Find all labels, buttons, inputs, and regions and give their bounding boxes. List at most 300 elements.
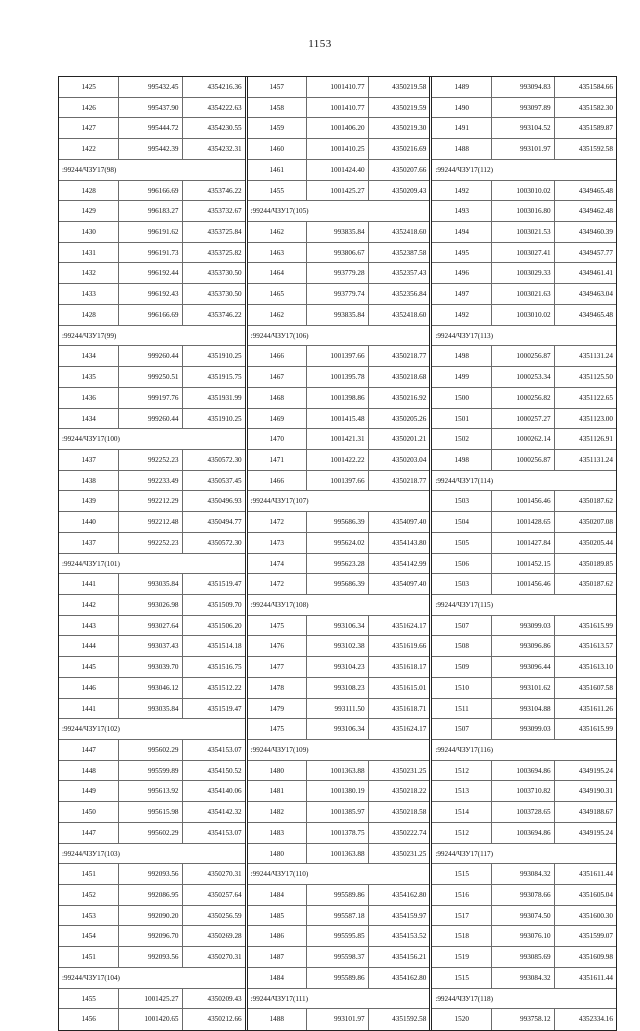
y-coordinate-cell: 4354142.99 — [368, 554, 430, 574]
table-row — [432, 305, 616, 326]
x-coordinate-cell: 992233.49 — [118, 471, 181, 491]
x-coordinate-cell: 1001456.46 — [491, 574, 553, 594]
y-coordinate-cell: 4350219.59 — [368, 98, 430, 118]
y-coordinate-cell: 4351589.87 — [554, 118, 616, 138]
y-coordinate-cell: 4351910.25 — [182, 346, 245, 366]
coordinates-table — [58, 76, 617, 1031]
y-coordinate-cell: 4351910.25 — [182, 409, 245, 429]
point-number-cell: 1438 — [81, 476, 96, 485]
table-row — [59, 699, 245, 720]
point-number-cell: 1504 — [454, 518, 469, 527]
y-coordinate-cell: 4352387.58 — [368, 243, 430, 263]
x-coordinate-cell: 993758.12 — [491, 1009, 553, 1030]
table-row — [59, 471, 245, 492]
x-coordinate-cell: 1001420.65 — [118, 1009, 181, 1030]
table-row — [248, 968, 430, 989]
x-coordinate-cell: 993026.98 — [118, 595, 181, 615]
x-coordinate-cell: 993104.23 — [306, 657, 368, 677]
table-row — [432, 906, 616, 927]
point-number-cell: 1493 — [454, 207, 469, 216]
x-coordinate-cell: 995598.37 — [306, 947, 368, 967]
section-header-row — [432, 844, 616, 865]
point-number-cell: 1433 — [81, 290, 96, 299]
point-number-cell: 1449 — [81, 787, 96, 796]
y-coordinate-cell: 4351592.58 — [554, 139, 616, 159]
y-coordinate-cell: 4350256.59 — [182, 906, 245, 926]
point-number-cell: 1507 — [454, 621, 469, 630]
y-coordinate-cell: 4351613.10 — [554, 657, 616, 677]
x-coordinate-cell: 995432.45 — [118, 77, 181, 97]
point-number-cell: 1466 — [269, 352, 284, 361]
point-number-cell: 1502 — [454, 435, 469, 444]
table-row — [432, 263, 616, 284]
y-coordinate-cell: 4354142.32 — [182, 802, 245, 822]
x-coordinate-cell: 993104.52 — [491, 118, 553, 138]
x-coordinate-cell: 993101.97 — [306, 1009, 368, 1030]
table-row — [248, 512, 430, 533]
section-header-row — [248, 201, 430, 222]
x-coordinate-cell: 995624.02 — [306, 533, 368, 553]
x-coordinate-cell: 993099.03 — [491, 719, 553, 739]
table-row — [248, 947, 430, 968]
x-coordinate-cell: 1001398.86 — [306, 388, 368, 408]
table-row — [59, 740, 245, 761]
point-number-cell: 1515 — [454, 870, 469, 879]
y-coordinate-cell: 4351512.22 — [182, 678, 245, 698]
table-row — [59, 139, 245, 160]
table-row — [248, 533, 430, 554]
table-row — [59, 906, 245, 927]
table-row — [432, 77, 616, 98]
point-number-cell: 1447 — [81, 828, 96, 837]
y-coordinate-cell: 4349465.48 — [554, 305, 616, 325]
x-coordinate-cell: 1003694.86 — [491, 761, 553, 781]
point-number-cell: 1489 — [454, 83, 469, 91]
x-coordinate-cell: 993104.88 — [491, 699, 553, 719]
table-row — [59, 802, 245, 823]
y-coordinate-cell: 4351607.58 — [554, 678, 616, 698]
point-number-cell: 1439 — [81, 497, 96, 506]
x-coordinate-cell: 1003694.86 — [491, 823, 553, 843]
point-number-cell: 1486 — [269, 932, 284, 941]
x-coordinate-cell: 999250.51 — [118, 367, 181, 387]
y-coordinate-cell: 4354150.52 — [182, 761, 245, 781]
point-number-cell: 1442 — [81, 600, 96, 609]
section-header-row — [59, 326, 245, 347]
x-coordinate-cell: 1003021.63 — [491, 284, 553, 304]
table-row — [248, 409, 430, 430]
x-coordinate-cell: 1003010.02 — [491, 305, 553, 325]
x-coordinate-cell: 1001428.65 — [491, 512, 553, 532]
table-row — [432, 678, 616, 699]
point-number-cell: 1448 — [81, 766, 96, 775]
point-number-cell: 1472 — [269, 580, 284, 589]
y-coordinate-cell: 4350572.30 — [182, 533, 245, 553]
point-number-cell: 1512 — [454, 766, 469, 775]
x-coordinate-cell: 993101.97 — [491, 139, 553, 159]
point-number-cell: 1446 — [81, 683, 96, 692]
point-number-cell: 1475 — [269, 725, 284, 734]
point-number-cell: 1484 — [269, 973, 284, 982]
x-coordinate-cell: 993035.84 — [118, 574, 181, 594]
table-row — [248, 367, 430, 388]
parcel-label: :99244/ЧЗУ17(103) — [62, 849, 120, 858]
x-coordinate-cell: 1001395.78 — [306, 367, 368, 387]
point-number-cell: 1456 — [81, 1015, 96, 1024]
x-coordinate-cell: 993074.50 — [491, 906, 553, 926]
point-number-cell: 1436 — [81, 393, 96, 402]
y-coordinate-cell: 4350216.69 — [368, 139, 430, 159]
table-row — [432, 885, 616, 906]
point-number-cell: 1437 — [81, 538, 96, 547]
parcel-label: :99244/ЧЗУ17(100) — [62, 435, 120, 444]
table-row — [248, 823, 430, 844]
x-coordinate-cell: 995599.89 — [118, 761, 181, 781]
point-number-cell: 1478 — [269, 683, 284, 692]
table-row — [59, 864, 245, 885]
y-coordinate-cell: 4349457.77 — [554, 243, 616, 263]
x-coordinate-cell: 1000256.87 — [491, 346, 553, 366]
x-coordinate-cell: 993099.03 — [491, 616, 553, 636]
y-coordinate-cell: 4354230.55 — [182, 118, 245, 138]
point-number-cell: 1435 — [81, 373, 96, 382]
point-number-cell: 1472 — [269, 518, 284, 527]
parcel-label: :99244/ЧЗУ17(113) — [435, 331, 493, 340]
section-header-row — [59, 554, 245, 575]
point-number-cell: 1452 — [81, 891, 96, 900]
point-number-cell: 1434 — [81, 414, 96, 423]
table-row — [59, 636, 245, 657]
y-coordinate-cell: 4354153.07 — [182, 740, 245, 760]
y-coordinate-cell: 4354140.06 — [182, 781, 245, 801]
x-coordinate-cell: 993101.62 — [491, 678, 553, 698]
x-coordinate-cell: 995615.98 — [118, 802, 181, 822]
point-number-cell: 1483 — [269, 828, 284, 837]
x-coordinate-cell: 992252.23 — [118, 533, 181, 553]
table-row — [59, 118, 245, 139]
y-coordinate-cell: 4350201.21 — [368, 429, 430, 449]
y-coordinate-cell: 4351605.04 — [554, 885, 616, 905]
x-coordinate-cell: 996191.73 — [118, 243, 181, 263]
point-number-cell: 1455 — [81, 994, 96, 1003]
point-number-cell: 1451 — [81, 953, 96, 962]
point-number-cell: 1473 — [269, 538, 284, 547]
x-coordinate-cell: 1001425.27 — [118, 989, 181, 1009]
point-number-cell: 1444 — [81, 642, 96, 651]
point-number-cell: 1518 — [454, 932, 469, 941]
table-row — [248, 802, 430, 823]
table-row — [59, 305, 245, 326]
table-row — [432, 429, 616, 450]
point-number-cell: 1505 — [454, 538, 469, 547]
y-coordinate-cell: 4351624.17 — [368, 616, 430, 636]
point-number-cell: 1460 — [269, 145, 284, 154]
x-coordinate-cell: 993094.83 — [491, 77, 553, 97]
table-row — [248, 118, 430, 139]
x-coordinate-cell: 992093.56 — [118, 864, 181, 884]
table-row — [248, 263, 430, 284]
x-coordinate-cell: 992252.23 — [118, 450, 181, 470]
x-coordinate-cell: 993835.84 — [306, 305, 368, 325]
point-number-cell: 1451 — [81, 870, 96, 879]
table-row — [432, 823, 616, 844]
point-number-cell: 1464 — [269, 269, 284, 278]
parcel-label: :99244/ЧЗУ17(102) — [62, 725, 120, 734]
table-row — [432, 512, 616, 533]
x-coordinate-cell: 995602.29 — [118, 740, 181, 760]
parcel-label: :99244/ЧЗУ17(109) — [250, 746, 309, 754]
table-row — [432, 139, 616, 160]
table-row — [432, 657, 616, 678]
table-row — [59, 98, 245, 119]
table-row — [248, 844, 430, 865]
table-row — [248, 906, 430, 927]
x-coordinate-cell: 1003029.33 — [491, 263, 553, 283]
y-coordinate-cell: 4350218.68 — [368, 367, 430, 387]
point-number-cell: 1496 — [454, 269, 469, 278]
y-coordinate-cell: 4351122.65 — [554, 388, 616, 408]
x-coordinate-cell: 1001406.20 — [306, 118, 368, 138]
table-row — [432, 781, 616, 802]
y-coordinate-cell: 4352334.16 — [554, 1009, 616, 1030]
table-row — [432, 201, 616, 222]
x-coordinate-cell: 993084.32 — [491, 864, 553, 884]
y-coordinate-cell: 4350218.77 — [368, 471, 430, 491]
table-row — [59, 409, 245, 430]
point-number-cell: 1515 — [454, 973, 469, 982]
y-coordinate-cell: 4350189.85 — [554, 554, 616, 574]
parcel-label: :99244/ЧЗУ17(110) — [250, 870, 309, 879]
point-number-cell: 1492 — [454, 310, 469, 319]
table-row — [59, 885, 245, 906]
y-coordinate-cell: 4351516.75 — [182, 657, 245, 677]
table-row — [432, 181, 616, 202]
y-coordinate-cell: 4350218.58 — [368, 802, 430, 822]
y-coordinate-cell: 4354216.36 — [182, 77, 245, 97]
x-coordinate-cell: 993097.89 — [491, 98, 553, 118]
section-header-row — [59, 160, 245, 181]
point-number-cell: 1488 — [269, 1015, 284, 1024]
point-number-cell: 1454 — [81, 932, 96, 941]
y-coordinate-cell: 4351131.24 — [554, 346, 616, 366]
x-coordinate-cell: 999260.44 — [118, 346, 181, 366]
point-number-cell: 1520 — [454, 1015, 469, 1024]
y-coordinate-cell: 4351619.66 — [368, 636, 430, 656]
parcel-label: :99244/ЧЗУ17(112) — [435, 165, 493, 174]
x-coordinate-cell: 992086.95 — [118, 885, 181, 905]
section-header-row — [248, 740, 430, 761]
table-row — [432, 968, 616, 989]
table-row — [59, 243, 245, 264]
table-row — [432, 926, 616, 947]
x-coordinate-cell: 1001380.19 — [306, 781, 368, 801]
point-number-cell: 1507 — [454, 725, 469, 734]
y-coordinate-cell: 4350207.66 — [368, 160, 430, 180]
parcel-label: :99244/ЧЗУ17(114) — [435, 476, 493, 485]
x-coordinate-cell: 993108.23 — [306, 678, 368, 698]
y-coordinate-cell: 4351611.44 — [554, 968, 616, 988]
point-number-cell: 1479 — [269, 704, 284, 713]
point-number-cell: 1441 — [81, 580, 96, 589]
x-coordinate-cell: 1000256.82 — [491, 388, 553, 408]
table-row — [59, 989, 245, 1010]
y-coordinate-cell: 4351600.30 — [554, 906, 616, 926]
table-row — [59, 1009, 245, 1030]
table-row — [59, 284, 245, 305]
y-coordinate-cell: 4351609.98 — [554, 947, 616, 967]
section-header-row — [59, 429, 245, 450]
point-number-cell: 1503 — [454, 580, 469, 589]
y-coordinate-cell: 4351519.47 — [182, 699, 245, 719]
y-coordinate-cell: 4349188.67 — [554, 802, 616, 822]
point-number-cell: 1498 — [454, 455, 469, 464]
table-row — [59, 77, 245, 98]
y-coordinate-cell: 4349463.04 — [554, 284, 616, 304]
y-coordinate-cell: 4351131.24 — [554, 450, 616, 470]
x-coordinate-cell: 993037.43 — [118, 636, 181, 656]
y-coordinate-cell: 4354222.63 — [182, 98, 245, 118]
table-row — [432, 554, 616, 575]
table-row — [59, 388, 245, 409]
point-number-cell: 1471 — [269, 455, 284, 464]
x-coordinate-cell: 993106.34 — [306, 719, 368, 739]
y-coordinate-cell: 4350209.43 — [368, 181, 430, 201]
table-row — [59, 367, 245, 388]
point-number-cell: 1475 — [269, 621, 284, 630]
point-number-cell: 1465 — [269, 290, 284, 299]
y-coordinate-cell: 4353746.22 — [182, 305, 245, 325]
point-number-cell: 1513 — [454, 787, 469, 796]
table-row — [432, 699, 616, 720]
table-row — [248, 139, 430, 160]
y-coordinate-cell: 4350216.92 — [368, 388, 430, 408]
table-row — [248, 160, 430, 181]
table-row — [248, 781, 430, 802]
x-coordinate-cell: 993779.74 — [306, 284, 368, 304]
table-row — [432, 533, 616, 554]
y-coordinate-cell: 4351126.91 — [554, 429, 616, 449]
table-row — [432, 243, 616, 264]
y-coordinate-cell: 4350269.28 — [182, 926, 245, 946]
y-coordinate-cell: 4349190.31 — [554, 781, 616, 801]
point-number-cell: 1511 — [454, 704, 469, 713]
table-row — [59, 595, 245, 616]
parcel-label: :99244/ЧЗУ17(101) — [62, 559, 120, 568]
x-coordinate-cell: 1001425.27 — [306, 181, 368, 201]
section-header-row — [432, 471, 616, 492]
x-coordinate-cell: 992096.70 — [118, 926, 181, 946]
y-coordinate-cell: 4350270.31 — [182, 864, 245, 884]
y-coordinate-cell: 4350537.45 — [182, 471, 245, 491]
table-row — [432, 118, 616, 139]
page-number: 1153 — [308, 38, 332, 50]
table-row — [432, 388, 616, 409]
parcel-label: :99244/ЧЗУ17(98) — [62, 165, 117, 174]
x-coordinate-cell: 996191.62 — [118, 222, 181, 242]
parcel-label: :99244/ЧЗУ17(105) — [250, 207, 309, 216]
x-coordinate-cell: 993076.10 — [491, 926, 553, 946]
table-row — [432, 636, 616, 657]
point-number-cell: 1422 — [81, 145, 96, 154]
point-number-cell: 1495 — [454, 248, 469, 257]
x-coordinate-cell: 993806.67 — [306, 243, 368, 263]
point-number-cell: 1480 — [269, 849, 284, 858]
point-number-cell: 1469 — [269, 414, 284, 423]
section-header-row — [248, 864, 430, 885]
x-coordinate-cell: 993106.34 — [306, 616, 368, 636]
table-row — [432, 947, 616, 968]
section-header-row — [59, 719, 245, 740]
table-row — [248, 761, 430, 782]
y-coordinate-cell: 4352356.84 — [368, 284, 430, 304]
y-coordinate-cell: 4351615.99 — [554, 719, 616, 739]
x-coordinate-cell: 995623.28 — [306, 554, 368, 574]
table-block-1 — [58, 77, 245, 1030]
point-number-cell: 1508 — [454, 642, 469, 651]
point-number-cell: 1437 — [81, 455, 96, 464]
point-number-cell: 1497 — [454, 290, 469, 299]
table-row — [248, 574, 430, 595]
point-number-cell: 1462 — [269, 310, 284, 319]
x-coordinate-cell: 1003021.53 — [491, 222, 553, 242]
y-coordinate-cell: 4351931.99 — [182, 388, 245, 408]
x-coordinate-cell: 996183.27 — [118, 201, 181, 221]
point-number-cell: 1506 — [454, 559, 469, 568]
x-coordinate-cell: 995589.86 — [306, 885, 368, 905]
table-row — [432, 409, 616, 430]
x-coordinate-cell: 993039.70 — [118, 657, 181, 677]
parcel-label: :99244/ЧЗУ17(118) — [435, 994, 493, 1003]
x-coordinate-cell: 993035.84 — [118, 699, 181, 719]
x-coordinate-cell: 993027.64 — [118, 616, 181, 636]
y-coordinate-cell: 4349461.41 — [554, 263, 616, 283]
x-coordinate-cell: 995444.72 — [118, 118, 181, 138]
x-coordinate-cell: 995589.86 — [306, 968, 368, 988]
table-row — [59, 823, 245, 844]
section-header-row — [248, 989, 430, 1010]
section-header-row — [432, 326, 616, 347]
table-row — [432, 719, 616, 740]
x-coordinate-cell: 1000257.27 — [491, 409, 553, 429]
table-row — [59, 181, 245, 202]
point-number-cell: 1485 — [269, 911, 284, 920]
y-coordinate-cell: 4349460.39 — [554, 222, 616, 242]
section-header-row — [432, 595, 616, 616]
y-coordinate-cell: 4351624.17 — [368, 719, 430, 739]
parcel-label: :99244/ЧЗУ17(116) — [435, 746, 493, 754]
table-row — [248, 388, 430, 409]
y-coordinate-cell: 4354162.80 — [368, 885, 430, 905]
parcel-label: :99244/ЧЗУ17(108) — [250, 600, 309, 609]
x-coordinate-cell: 1001452.15 — [491, 554, 553, 574]
table-row — [59, 263, 245, 284]
point-number-cell: 1429 — [81, 207, 96, 216]
x-coordinate-cell: 992212.48 — [118, 512, 181, 532]
x-coordinate-cell: 993779.28 — [306, 263, 368, 283]
table-row — [59, 533, 245, 554]
point-number-cell: 1428 — [81, 310, 96, 319]
table-row — [432, 616, 616, 637]
x-coordinate-cell: 992090.20 — [118, 906, 181, 926]
y-coordinate-cell: 4352418.60 — [368, 222, 430, 242]
x-coordinate-cell: 1001410.25 — [306, 139, 368, 159]
table-row — [248, 554, 430, 575]
y-coordinate-cell: 4350218.22 — [368, 781, 430, 801]
y-coordinate-cell: 4351592.58 — [368, 1009, 430, 1030]
point-number-cell: 1488 — [454, 145, 469, 154]
x-coordinate-cell: 1001422.22 — [306, 450, 368, 470]
section-header-row — [432, 989, 616, 1010]
